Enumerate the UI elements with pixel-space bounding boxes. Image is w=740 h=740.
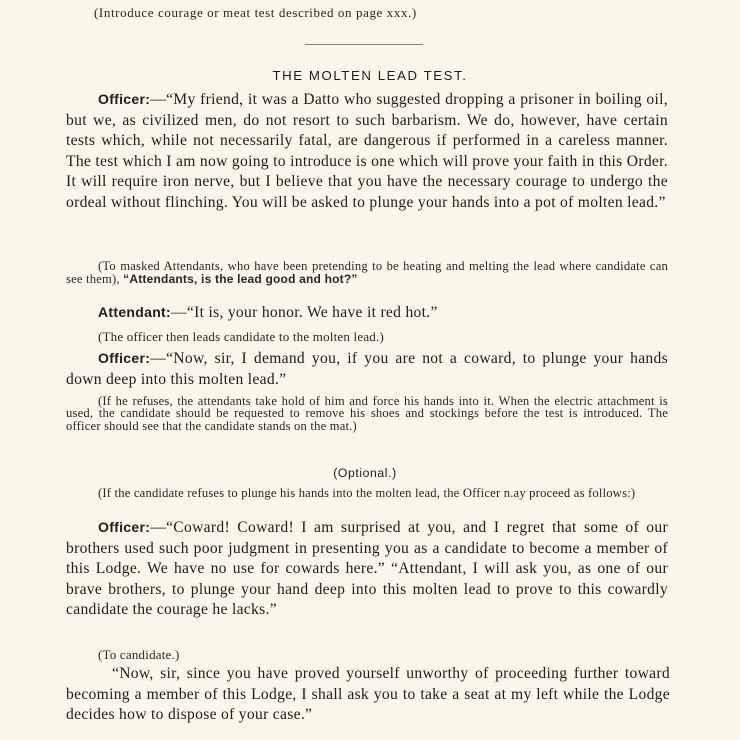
attendant-speech	[66, 302, 668, 324]
officer-speech-3	[66, 517, 668, 621]
speaker-label: Officer:	[98, 350, 151, 366]
officer-speech-2	[66, 348, 668, 390]
speech-text: —“My friend, it was a Datto who suggested dropping a prisoner in boiling oil, but we, as civilized men, do not resort to such barbarism. We do, however, have certain tests which, while not necessarily fatal, are dangerous if performed in a careless manner. The test which I am now going to introduce is one which will prove your faith in this Order. It will require iron nerve, but I believe that you have the necessary courage to undergo the ordeal without flinching. You will be asked to plunge your hands into a pot of molten lead.”	[66, 91, 668, 211]
top-note: (Introduce courage or meat test described on page xxx.)	[94, 5, 417, 20]
speaker-label: Officer:	[98, 519, 151, 535]
speaker-label: Officer:	[98, 91, 151, 107]
speech-text: —“It is, your honor. We have it red hot.”	[171, 304, 438, 321]
stage-direction-4: (If the candidate refuses to plunge his hands into the molten lead, the Officer n.ay proceed as follows:)	[98, 486, 636, 500]
speech-text: —“Coward! Coward! I am surprised at you, and I regret that some of our brothers used such poor judgment in presenting you as a candidate to become a member of this Lodge. We have no use for cowards here.” “Attendant, I will ask you, as one of our brave brothers, to plunge your hand deep into this molten lead to prove to this cowardly candidate the courage he lacks.”	[66, 519, 668, 619]
closing-speech: “Now, sir, since you have proved yourself unworthy of proceeding further toward becoming a member of this Lodge, I shall ask you to take a seat at my left while the Lodge decides how to dispose of your case.”	[66, 665, 670, 724]
stage-direction-3: (If he refuses, the attendants take hold of him and force his hands into it. When the electric attachment is used, the candidate should be requested to remove his shoes and stockings before the test is introduced. The officer should see that the candidate stands on the mat.)	[66, 394, 668, 433]
stage-direction-2: (The officer then leads candidate to the molten lead.)	[98, 329, 384, 344]
speaker-label: Attendant:	[98, 304, 171, 320]
officer-speech-1	[66, 89, 668, 214]
section-heading: THE MOLTEN LEAD TEST.	[272, 68, 468, 83]
divider-rule	[305, 44, 423, 45]
stage-quote: “Attendants, is the lead good and hot?”	[123, 272, 358, 286]
stage-direction-1	[66, 260, 668, 286]
stage-direction-5: (To candidate.)	[98, 647, 180, 662]
stage-text: (To masked Attendants, who have been pretending to be heating and melting the lead where candidate can see them),	[66, 259, 668, 286]
speech-text: —“Now, sir, I demand you, if you are not a coward, to plunge your hands down deep into this molten lead.”	[66, 350, 668, 388]
optional-label: (Optional.)	[333, 466, 397, 480]
